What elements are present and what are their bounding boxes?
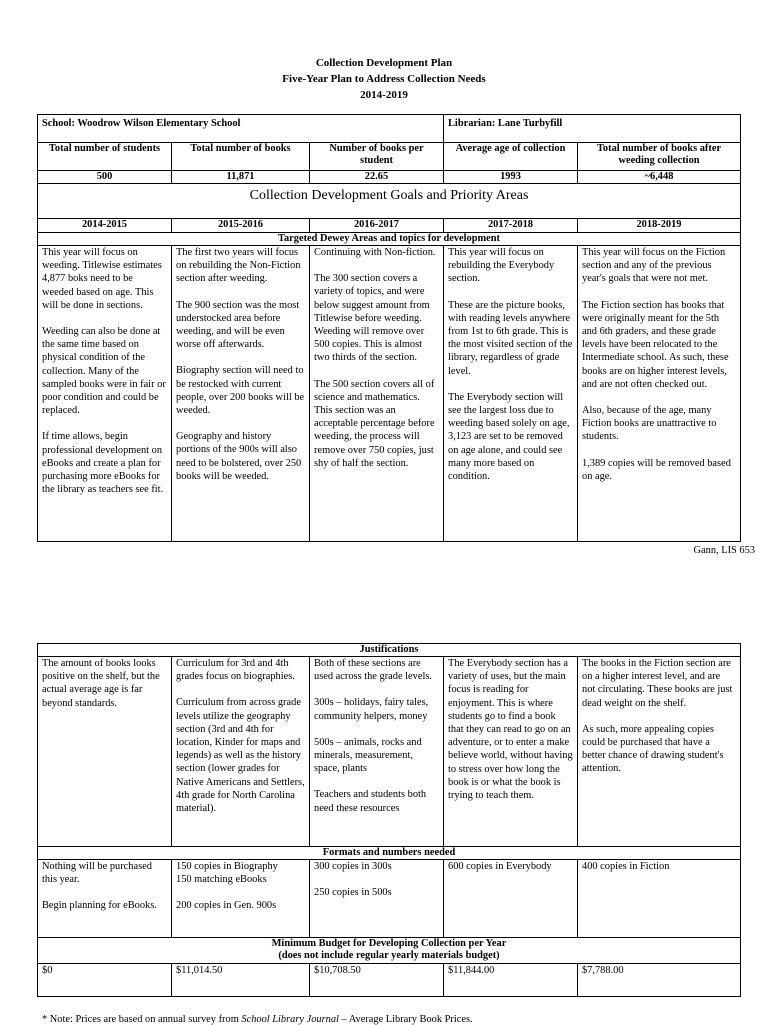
formats-cell	[578, 860, 741, 938]
formats-cell	[172, 860, 310, 938]
price-note-suffix: – Average Library Book Prices.	[338, 1014, 473, 1025]
targeted-cell	[444, 246, 578, 542]
school-cell: School: Woodrow Wilson Elementary School	[38, 115, 444, 143]
paragraph: The Fiction section has books that were originally meant for the 5th and 6th graders, and these grade levels have been relocated to the Intermediate school. As such, these books are on higher interest levels, and are not often checked out.	[582, 299, 729, 390]
paragraph: Also, because of the age, many Fiction books are unattractive to students.	[582, 405, 717, 443]
targeted-cell	[38, 246, 172, 542]
paragraph: The amount of books looks positive on the shelf, but the actual average age is far beyond standards.	[42, 658, 160, 709]
stat-header: Total number of books	[172, 143, 310, 171]
goals-title: Collection Development Goals and Priority Areas	[38, 184, 741, 219]
budget-title-line1: Minimum Budget for Developing Collection per Year	[271, 938, 507, 949]
paragraph: The 500 section covers all of science and mathematics. This section was an acceptable percentage before weeding, the process will remove over 750 copies, just shy of half the section.	[314, 378, 435, 469]
paragraph: 600 copies in Everybody	[448, 861, 552, 872]
paragraph: Continuing with Non-fiction.	[314, 247, 436, 258]
paragraph: 400 copies in Fiction	[582, 861, 670, 872]
stat-value: 22.65	[310, 171, 444, 184]
stat-value: 11,871	[172, 171, 310, 184]
paragraph: Geography and history portions of the 900s will also need to be bolstered, over 250 books will be weeded.	[176, 431, 302, 482]
year-header: 2016-2017	[310, 219, 444, 233]
budget-value: $11,844.00	[444, 964, 578, 997]
paragraph: 300s – holidays, fairy tales, community helpers, money	[314, 697, 429, 722]
year-header: 2017-2018	[444, 219, 578, 233]
paragraph: This year will focus on rebuilding the Everybody section.	[448, 247, 555, 285]
justifications-title: Justifications	[38, 644, 741, 657]
justification-cell	[444, 657, 578, 847]
justification-cell	[38, 657, 172, 847]
paragraph: The books in the Fiction section are on a higher interest level, and are not circulating. These books are just dead weight on the shelf.	[582, 658, 733, 709]
plan-table-bottom	[37, 643, 741, 997]
paragraph: Begin planning for eBooks.	[42, 900, 157, 912]
stat-value: ~6,448	[578, 171, 741, 184]
stat-header: Number of books per student	[310, 143, 444, 171]
paragraph: If time allows, begin professional development on eBooks and create a plan for purchasing more eBooks for the library as teachers see fit.	[42, 431, 164, 496]
stat-value: 1993	[444, 171, 578, 184]
paragraph: Biography section will need to be restocked with current people, over 200 books will be weeded.	[176, 365, 305, 417]
stat-header: Total number of books after weeding collection	[578, 143, 741, 171]
formats-cell	[444, 860, 578, 938]
budget-title-line2: (does not include regular yearly materials budget)	[278, 950, 500, 961]
year-header: 2014-2015	[38, 219, 172, 233]
doc-years: 2014-2019	[360, 89, 408, 101]
paragraph: Curriculum for 3rd and 4th grades focus on biographies.	[176, 658, 295, 683]
paragraph: 500s – animals, rocks and minerals, measurement, space, plants	[314, 736, 422, 775]
formats-title: Formats and numbers needed	[38, 847, 741, 860]
paragraph: The 300 section covers a variety of topics, and were below suggest amount from Titlewise before weeding. Weeding will remove over 500 copies. This is almost two thirds of the section.	[314, 273, 430, 364]
targeted-cell	[172, 246, 310, 542]
paragraph: The 900 section was the most understocked area before weeding, and will be even worse off afterwards.	[176, 299, 300, 351]
paragraph: Teachers and students both need these resources	[314, 789, 427, 814]
price-note-prefix: * Note: Prices are based on annual survey from	[42, 1014, 242, 1025]
budget-value: $7,788.00	[578, 964, 741, 997]
stat-header: Total number of students	[38, 143, 172, 171]
paragraph: As such, more appealing copies could be purchased that have a better chance of drawing student's attention.	[582, 723, 724, 775]
year-header: 2015-2016	[172, 219, 310, 233]
stat-value: 500	[38, 171, 172, 184]
budget-value: $11,014.50	[172, 964, 310, 997]
paragraph: 150 copies in Biography 150 matching eBooks	[176, 861, 278, 886]
budget-value: $0	[38, 964, 172, 997]
budget-title	[38, 938, 741, 964]
paragraph: 300 copies in 300s	[314, 861, 392, 872]
page-footer: Gann, LIS 653	[693, 545, 755, 556]
paragraph: The Everybody section will see the largest loss due to weeding based solely on age, 3,123 are set to be removed on age alone, and could see many more based on condition.	[448, 391, 570, 483]
doc-title: Collection Development Plan	[315, 57, 453, 69]
paragraph: This year will focus on weeding. Titlewise estimates 4,877 boks need to be weeded based on age. This will be done in sections.	[42, 247, 162, 311]
targeted-cell	[310, 246, 444, 542]
targeted-cell	[578, 246, 741, 542]
stat-header: Average age of collection	[444, 143, 578, 171]
justification-cell	[578, 657, 741, 847]
paragraph: These are the picture books, with reading levels anywhere from 1st to 6th grade. This is the most visited section of the library, regardless of grade level.	[448, 299, 573, 377]
paragraph: Weeding can also be done at the same time based on physical condition of the collection. Many of the sampled books were in fair or poor condition and could be replaced.	[42, 326, 166, 417]
budget-value: $10,708.50	[310, 964, 444, 997]
targeted-title: Targeted Dewey Areas and topics for development	[38, 233, 741, 246]
paragraph: Both of these sections are used across the grade levels.	[314, 658, 433, 683]
justification-cell	[172, 657, 310, 847]
plan-table-top	[37, 114, 741, 542]
formats-cell	[310, 860, 444, 938]
formats-cell	[38, 860, 172, 938]
year-header: 2018-2019	[578, 219, 741, 233]
paragraph: 250 copies in 500s	[314, 887, 392, 899]
price-note	[42, 1014, 473, 1025]
paragraph: This year will focus on the Fiction section and any of the previous year's goals that were not met.	[582, 247, 726, 285]
paragraph: The first two years will focus on rebuilding the Non-Fiction section after weeding.	[176, 247, 301, 285]
paragraph: 200 copies in Gen. 900s	[176, 900, 277, 912]
paragraph: The Everybody section has a variety of uses, but the main focus is reading for enjoyment. This is where students go to find a book that they can read to go on an adventure, or to enter a make believe world, without having to stress over how long the book is or what the book is trying to teach them.	[448, 658, 573, 802]
paragraph: 1,389 copies will be removed based on age.	[582, 457, 731, 482]
paragraph: Nothing will be purchased this year.	[42, 861, 152, 886]
doc-subtitle: Five-Year Plan to Address Collection Needs	[282, 73, 486, 85]
justification-cell	[310, 657, 444, 847]
librarian-cell: Librarian: Lane Turbyfill	[444, 115, 741, 143]
price-note-source: School Library Journal	[241, 1014, 339, 1025]
paragraph: Curriculum from across grade levels utilize the geography section (3rd and 4th for location, Kinder for maps and legends) as well as the history section (lower grades for Native Americans and Settlers, 4th grade for North Carolina material).	[176, 697, 305, 815]
